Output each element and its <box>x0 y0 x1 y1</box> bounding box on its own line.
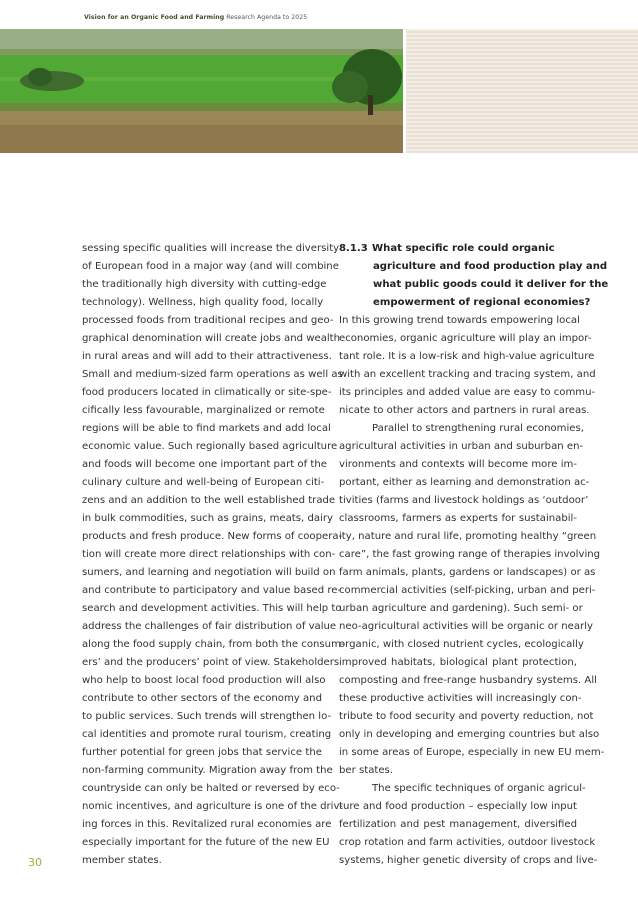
text-line: with an excellent tracking and tracing system, and <box>339 369 596 380</box>
text-line: Parallel to strengthening rural economies, <box>372 423 584 434</box>
text-line: organic, with closed nutrient cycles, ecologically <box>339 639 584 650</box>
text-line: Small and medium-sized farm operations as well as <box>82 369 343 380</box>
header-subtitle: Research Agenda to 2025 <box>224 14 308 21</box>
text-line: graphical denomination will create jobs and wealth <box>82 333 341 344</box>
text-line: portant, either as learning and demonstration ac- <box>339 477 590 488</box>
text-line: contribute to other sectors of the economy and <box>82 693 322 704</box>
section-number: 8.1.3 <box>339 243 368 254</box>
section-heading <box>339 240 609 312</box>
header-title: Vision for an Organic Food and Farming <box>84 14 225 21</box>
page-number: 30 <box>28 856 42 869</box>
text-line: only in developing and emerging countries but also <box>339 729 600 740</box>
text-line: ing forces in this. Revitalized rural economies are <box>82 819 332 830</box>
text-line: tant role. It is a low-risk and high-value agriculture <box>339 351 595 362</box>
text-line: neo-agricultural activities will be organic or nearly <box>339 621 593 632</box>
text-line: nicate to other actors and partners in rural areas. <box>339 405 590 416</box>
text-line: regions will be able to find markets and add local <box>82 423 331 434</box>
striped-pattern <box>406 29 638 153</box>
text-line: composting and free-range husbandry systems. All <box>339 675 597 686</box>
text-line: food producers located in climatically or site-spe- <box>82 387 332 398</box>
running-header <box>84 14 307 21</box>
text-line: along the food supply chain, from both the consum- <box>82 639 345 650</box>
text-line: of European food in a major way (and will combine <box>82 261 339 272</box>
left-column <box>82 240 345 870</box>
text-line: these productive activities will increasingly con- <box>339 693 582 704</box>
text-line: non-farming community. Migration away from the <box>82 765 333 776</box>
text-line: agricultural activities in urban and suburban en- <box>339 441 584 452</box>
text-line: classrooms, farmers as experts for sustainabil- <box>339 513 577 524</box>
paragraph-1 <box>339 312 596 420</box>
text-line: in some areas of Europe, especially in new EU mem- <box>339 747 605 758</box>
text-line: urban agriculture and gardening). Such semi- or <box>339 603 583 614</box>
text-line: In this growing trend towards empowering local <box>339 315 580 326</box>
text-line: member states. <box>82 855 162 866</box>
text-line: especially important for the future of the new EU <box>82 837 330 848</box>
text-line: The specific techniques of organic agricul- <box>372 783 586 794</box>
text-line: search and development activities. This will help to <box>82 603 342 614</box>
text-line: countryside can only be halted or reversed by eco- <box>82 783 340 794</box>
heading-line: empowerment of regional economies? <box>373 297 591 308</box>
text-line: processed foods from traditional recipes and geo- <box>82 315 334 326</box>
text-line: technology). Wellness, high quality food, locally <box>82 297 324 308</box>
paragraph-2 <box>339 420 605 780</box>
heading-line: agriculture and food production play and <box>373 261 608 272</box>
text-line: crop rotation and farm activities, outdoor livestock <box>339 837 596 848</box>
text-line: further potential for green jobs that service the <box>82 747 322 758</box>
text-line: tivities (farms and livestock holdings as ‘outdoor’ <box>339 495 589 506</box>
text-line: and foods will become one important part of the <box>82 459 327 470</box>
text-line: address the challenges of fair distribution of value <box>82 621 337 632</box>
text-line: to public services. Such trends will strengthen lo- <box>82 711 332 722</box>
text-line: improved habitats, biological plant protection, <box>339 657 577 668</box>
text-line: farm animals, plants, gardens or landscapes) or as <box>339 567 596 578</box>
text-line: in bulk commodities, such as grains, meats, dairy <box>82 513 333 524</box>
paragraph-3 <box>339 780 598 870</box>
text-line: cal identities and promote rural tourism, creating <box>82 729 332 740</box>
text-line: commercial activities (self-picking, urban and peri- <box>339 585 596 596</box>
text-line: vironments and contexts will become more im- <box>339 459 577 470</box>
text-line: products and fresh produce. New forms of coopera- <box>82 531 343 542</box>
text-line: and contribute to participatory and value based re- <box>82 585 342 596</box>
text-line: ers’ and the producers’ point of view. Stakeholders <box>82 657 340 668</box>
text-line: fertilization and pest management, diversified <box>339 819 577 830</box>
text-line: tribute to food security and poverty reduction, not <box>339 711 594 722</box>
heading-line: What specific role could organic <box>372 243 555 254</box>
text-line: ber states. <box>339 765 394 776</box>
text-line: ture and food production – especially low input <box>339 801 577 812</box>
text-line: care”, the fast growing range of therapies involving <box>339 549 601 560</box>
text-line: tion will create more direct relationships with con- <box>82 549 336 560</box>
text-line: in rural areas and will add to their attractiveness. <box>82 351 332 362</box>
right-column <box>339 240 609 870</box>
text-line: zens and an addition to the well established trade <box>82 495 336 506</box>
text-line: systems, higher genetic diversity of crops and live- <box>339 855 598 866</box>
text-line: cifically less favourable, marginalized or remote <box>82 405 325 416</box>
landscape-illustration <box>0 29 403 153</box>
text-line: ity, nature and rural life, promoting healthy “green <box>339 531 597 542</box>
heading-line: what public goods could it deliver for the <box>373 279 609 290</box>
text-line: economies, organic agriculture will play an impor- <box>339 333 592 344</box>
text-line: sessing specific qualities will increase the diversity <box>82 243 340 254</box>
text-line: sumers, and learning and negotiation will build on <box>82 567 336 578</box>
field-landscape-photo <box>0 29 403 153</box>
text-line: economic value. Such regionally based agriculture <box>82 441 338 452</box>
text-line: culinary culture and well-being of European citi- <box>82 477 325 488</box>
text-line: nomic incentives, and agriculture is one of the driv- <box>82 801 343 812</box>
text-line: who help to boost local food production will also <box>82 675 326 686</box>
text-line: its principles and added value are easy to commu- <box>339 387 596 398</box>
text-line: the traditionally high diversity with cutting-edge <box>82 279 327 290</box>
